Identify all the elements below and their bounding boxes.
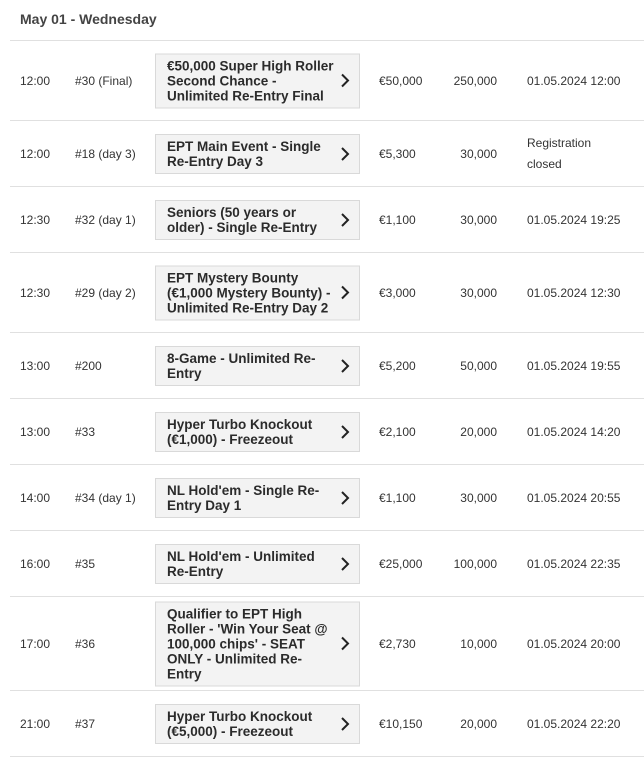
starting-chips: 250,000 [453,73,497,88]
chevron-right-icon [340,425,350,439]
buy-in: €3,000 [379,285,416,300]
buy-in: €1,100 [379,212,416,227]
event-link[interactable] [155,53,360,108]
buy-in: €5,200 [379,358,416,373]
table-row [10,121,644,187]
day-header: May 01 - Wednesday [10,0,644,41]
event-number: #200 [75,358,102,373]
late-registration: 01.05.2024 20:55 [527,490,621,505]
buy-in: €2,100 [379,424,416,439]
starting-chips: 30,000 [460,285,497,300]
chevron-right-icon [340,557,350,571]
table-row [10,187,644,253]
table-row [10,399,644,465]
late-registration: 01.05.2024 19:55 [527,358,621,373]
chevron-right-icon [340,491,350,505]
event-link[interactable] [155,704,360,744]
starting-chips: 30,000 [460,146,497,161]
late-registration: 01.05.2024 12:30 [527,285,621,300]
late-registration: 01.05.2024 22:20 [527,716,621,731]
start-time: 12:00 [20,73,51,88]
event-link[interactable] [155,134,360,174]
late-registration: 01.05.2024 22:35 [527,556,621,571]
chevron-right-icon [340,74,350,88]
event-number: #36 [75,636,96,651]
event-number: #37 [75,716,96,731]
start-time: 13:00 [20,424,51,439]
start-time: 12:30 [20,212,51,227]
event-name: Hyper Turbo Knockout (€1,000) - Freezeout [167,416,313,447]
starting-chips: 20,000 [460,424,497,439]
late-registration: 01.05.2024 12:00 [527,73,621,88]
event-name: NL Hold'em - Single Re-Entry Day 1 [167,482,320,513]
start-time: 14:00 [20,490,51,505]
event-number: #18 (day 3) [75,146,136,161]
starting-chips: 10,000 [460,636,497,651]
event-name: NL Hold'em - Unlimited Re-Entry [167,548,315,579]
buy-in: €5,300 [379,146,416,161]
event-link[interactable] [155,412,360,452]
starting-chips: 100,000 [453,556,497,571]
chevron-right-icon [340,213,350,227]
event-name: EPT Mystery Bounty (€1,000 Mystery Bounty) - Unlimited Re-Entry Day 2 [167,270,331,315]
event-link[interactable] [155,200,360,240]
buy-in: €50,000 [379,73,423,88]
event-name: EPT Main Event - Single Re-Entry Day 3 [167,138,321,169]
table-row [10,41,644,121]
event-link[interactable] [155,346,360,386]
event-number: #29 (day 2) [75,285,136,300]
event-name: Qualifier to EPT High Roller - 'Win Your Seat @ 100,000 chips' - SEAT ONLY - Unlimited Re-Entry [167,606,328,681]
late-registration: 01.05.2024 20:00 [527,636,621,651]
starting-chips: 30,000 [460,212,497,227]
start-time: 13:00 [20,358,51,373]
event-link[interactable] [155,601,360,686]
start-time: 17:00 [20,636,51,651]
late-registration: Registration closed [527,135,592,171]
chevron-right-icon [340,717,350,731]
start-time: 12:00 [20,146,51,161]
starting-chips: 50,000 [460,358,497,373]
event-name: Hyper Turbo Knockout (€5,000) - Freezeout [167,708,313,739]
table-row [10,691,644,757]
event-name: €50,000 Super High Roller Second Chance - Unlimited Re-Entry Final [167,58,334,103]
table-row [10,333,644,399]
buy-in: €25,000 [379,556,423,571]
event-name: Seniors (50 years or older) - Single Re-Entry [167,204,318,235]
table-row [10,253,644,333]
starting-chips: 30,000 [460,490,497,505]
event-link[interactable] [155,478,360,518]
start-time: 16:00 [20,556,51,571]
event-number: #30 (Final) [75,73,133,88]
event-link[interactable] [155,265,360,320]
starting-chips: 20,000 [460,716,497,731]
table-row [10,597,644,691]
event-number: #33 [75,424,96,439]
start-time: 12:30 [20,285,51,300]
chevron-right-icon [340,637,350,651]
schedule-table [10,41,644,757]
event-number: #35 [75,556,96,571]
event-number: #32 (day 1) [75,212,136,227]
buy-in: €10,150 [379,716,423,731]
event-number: #34 (day 1) [75,490,136,505]
event-link[interactable] [155,544,360,584]
late-registration: 01.05.2024 19:25 [527,212,621,227]
table-row [10,465,644,531]
table-row [10,531,644,597]
chevron-right-icon [340,286,350,300]
chevron-right-icon [340,359,350,373]
event-name: 8-Game - Unlimited Re-Entry [167,350,316,381]
chevron-right-icon [340,147,350,161]
buy-in: €2,730 [379,636,416,651]
late-registration: 01.05.2024 14:20 [527,424,621,439]
start-time: 21:00 [20,716,51,731]
buy-in: €1,100 [379,490,416,505]
